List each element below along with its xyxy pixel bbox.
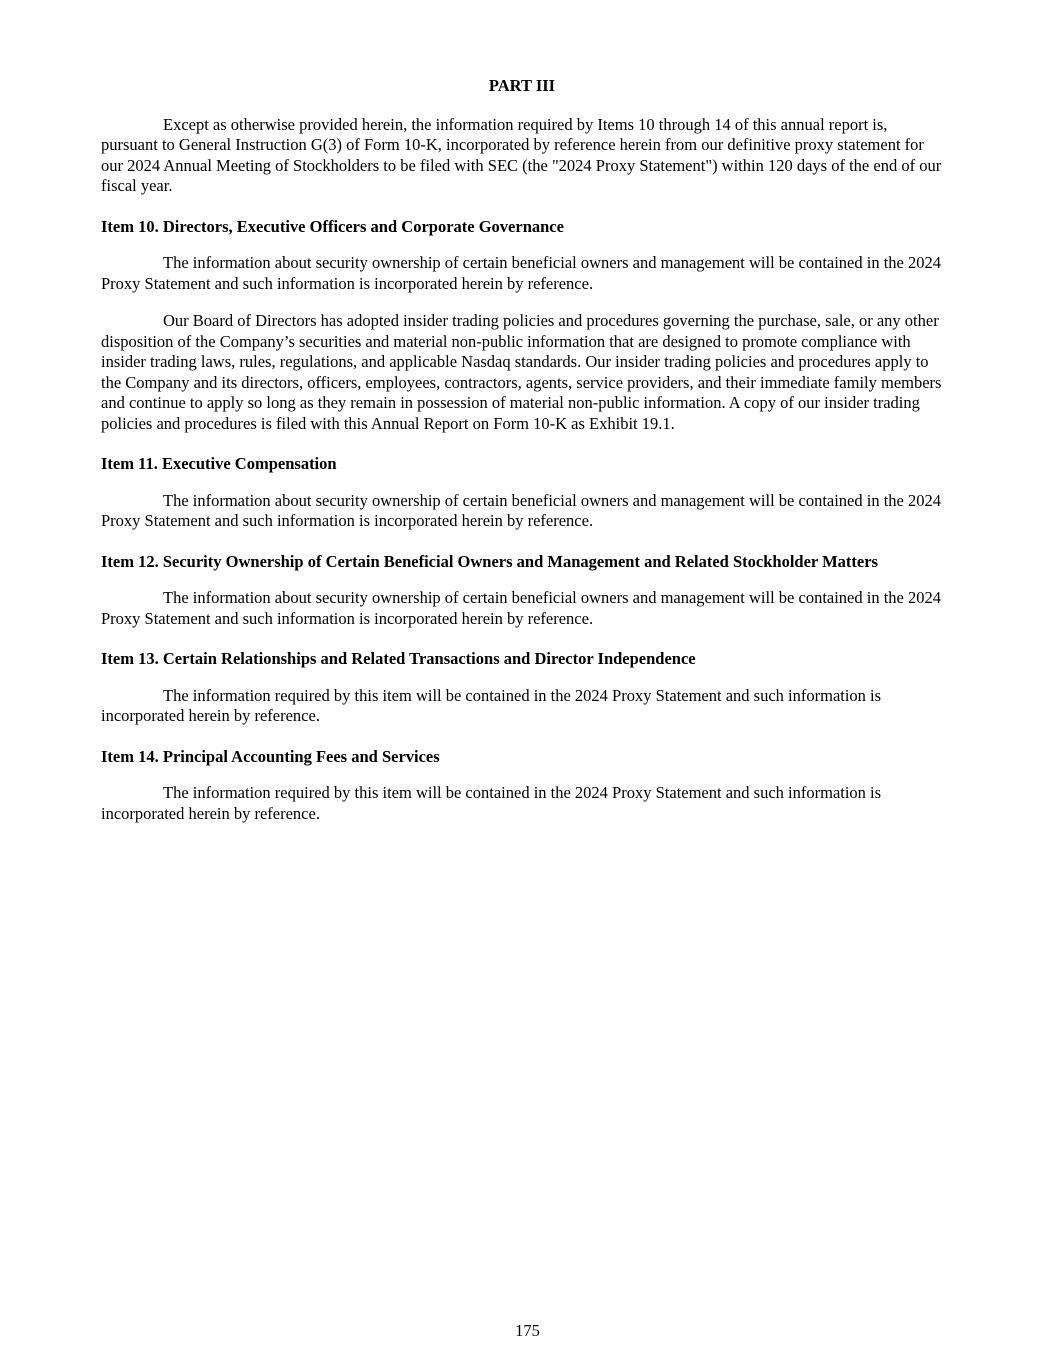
section-item-10-paragraph-1: The information about security ownership of certain beneficial owners and management will be contained in the 2024 Proxy Statement and such information is incorporated herein by reference. — [101, 253, 941, 293]
section-heading-item-13: Item 13. Certain Relationships and Related Transactions and Director Independence — [101, 649, 696, 668]
section-item-10-paragraph-2: Our Board of Directors has adopted insider trading policies and procedures governing the purchase, sale, or any other disposition of the Company’s securities and material non-public information that are designed to promote compliance with insider trading laws, rules, regulations, and applicable Nasdaq standards. Our insider trading policies and procedures apply to the Company and its directors, officers, employees, contractors, agents, service providers, and their immediate family members and continue to apply so long as they remain in possession of material non-public information. A copy of our insider trading policies and procedures is filed with this Annual Report on Form 10-K as Exhibit 19.1. — [101, 311, 942, 433]
part-title: PART III — [488, 76, 556, 95]
section-heading-item-10: Item 10. Directors, Executive Officers and Corporate Governance — [101, 216, 564, 236]
document-page — [101, 76, 943, 841]
page-number: 175 — [515, 1321, 540, 1340]
section-item-12-paragraph-1: The information about security ownership of certain beneficial owners and management will be contained in the 2024 Proxy Statement and such information is incorporated herein by reference. — [101, 588, 941, 628]
section-item-11-paragraph-1: The information about security ownership of certain beneficial owners and management will be contained in the 2024 Proxy Statement and such information is incorporated herein by reference. — [101, 490, 941, 530]
section-heading-item-11: Item 11. Executive Compensation — [101, 454, 337, 473]
section-item-13-paragraph-1: The information required by this item will be contained in the 2024 Proxy Statement and such information is incorporated herein by reference. — [101, 685, 882, 725]
intro-paragraph: Except as otherwise provided herein, the information required by Items 10 through 14 of this annual report is, pursuant to General Instruction G(3) of Form 10-K, incorporated by reference herein from our definitive proxy statement for our 2024 Annual Meeting of Stockholders to be filed with SEC (the "2024 Proxy Statement") within 120 days of the end of our fiscal year. — [101, 114, 942, 195]
section-item-14-paragraph-1: The information required by this item will be contained in the 2024 Proxy Statement and such information is incorporated herein by reference. — [101, 783, 882, 823]
section-heading-item-14: Item 14. Principal Accounting Fees and Services — [101, 746, 440, 766]
section-heading-item-12: Item 12. Security Ownership of Certain Beneficial Owners and Management and Related Stockholder Matters — [101, 551, 878, 571]
